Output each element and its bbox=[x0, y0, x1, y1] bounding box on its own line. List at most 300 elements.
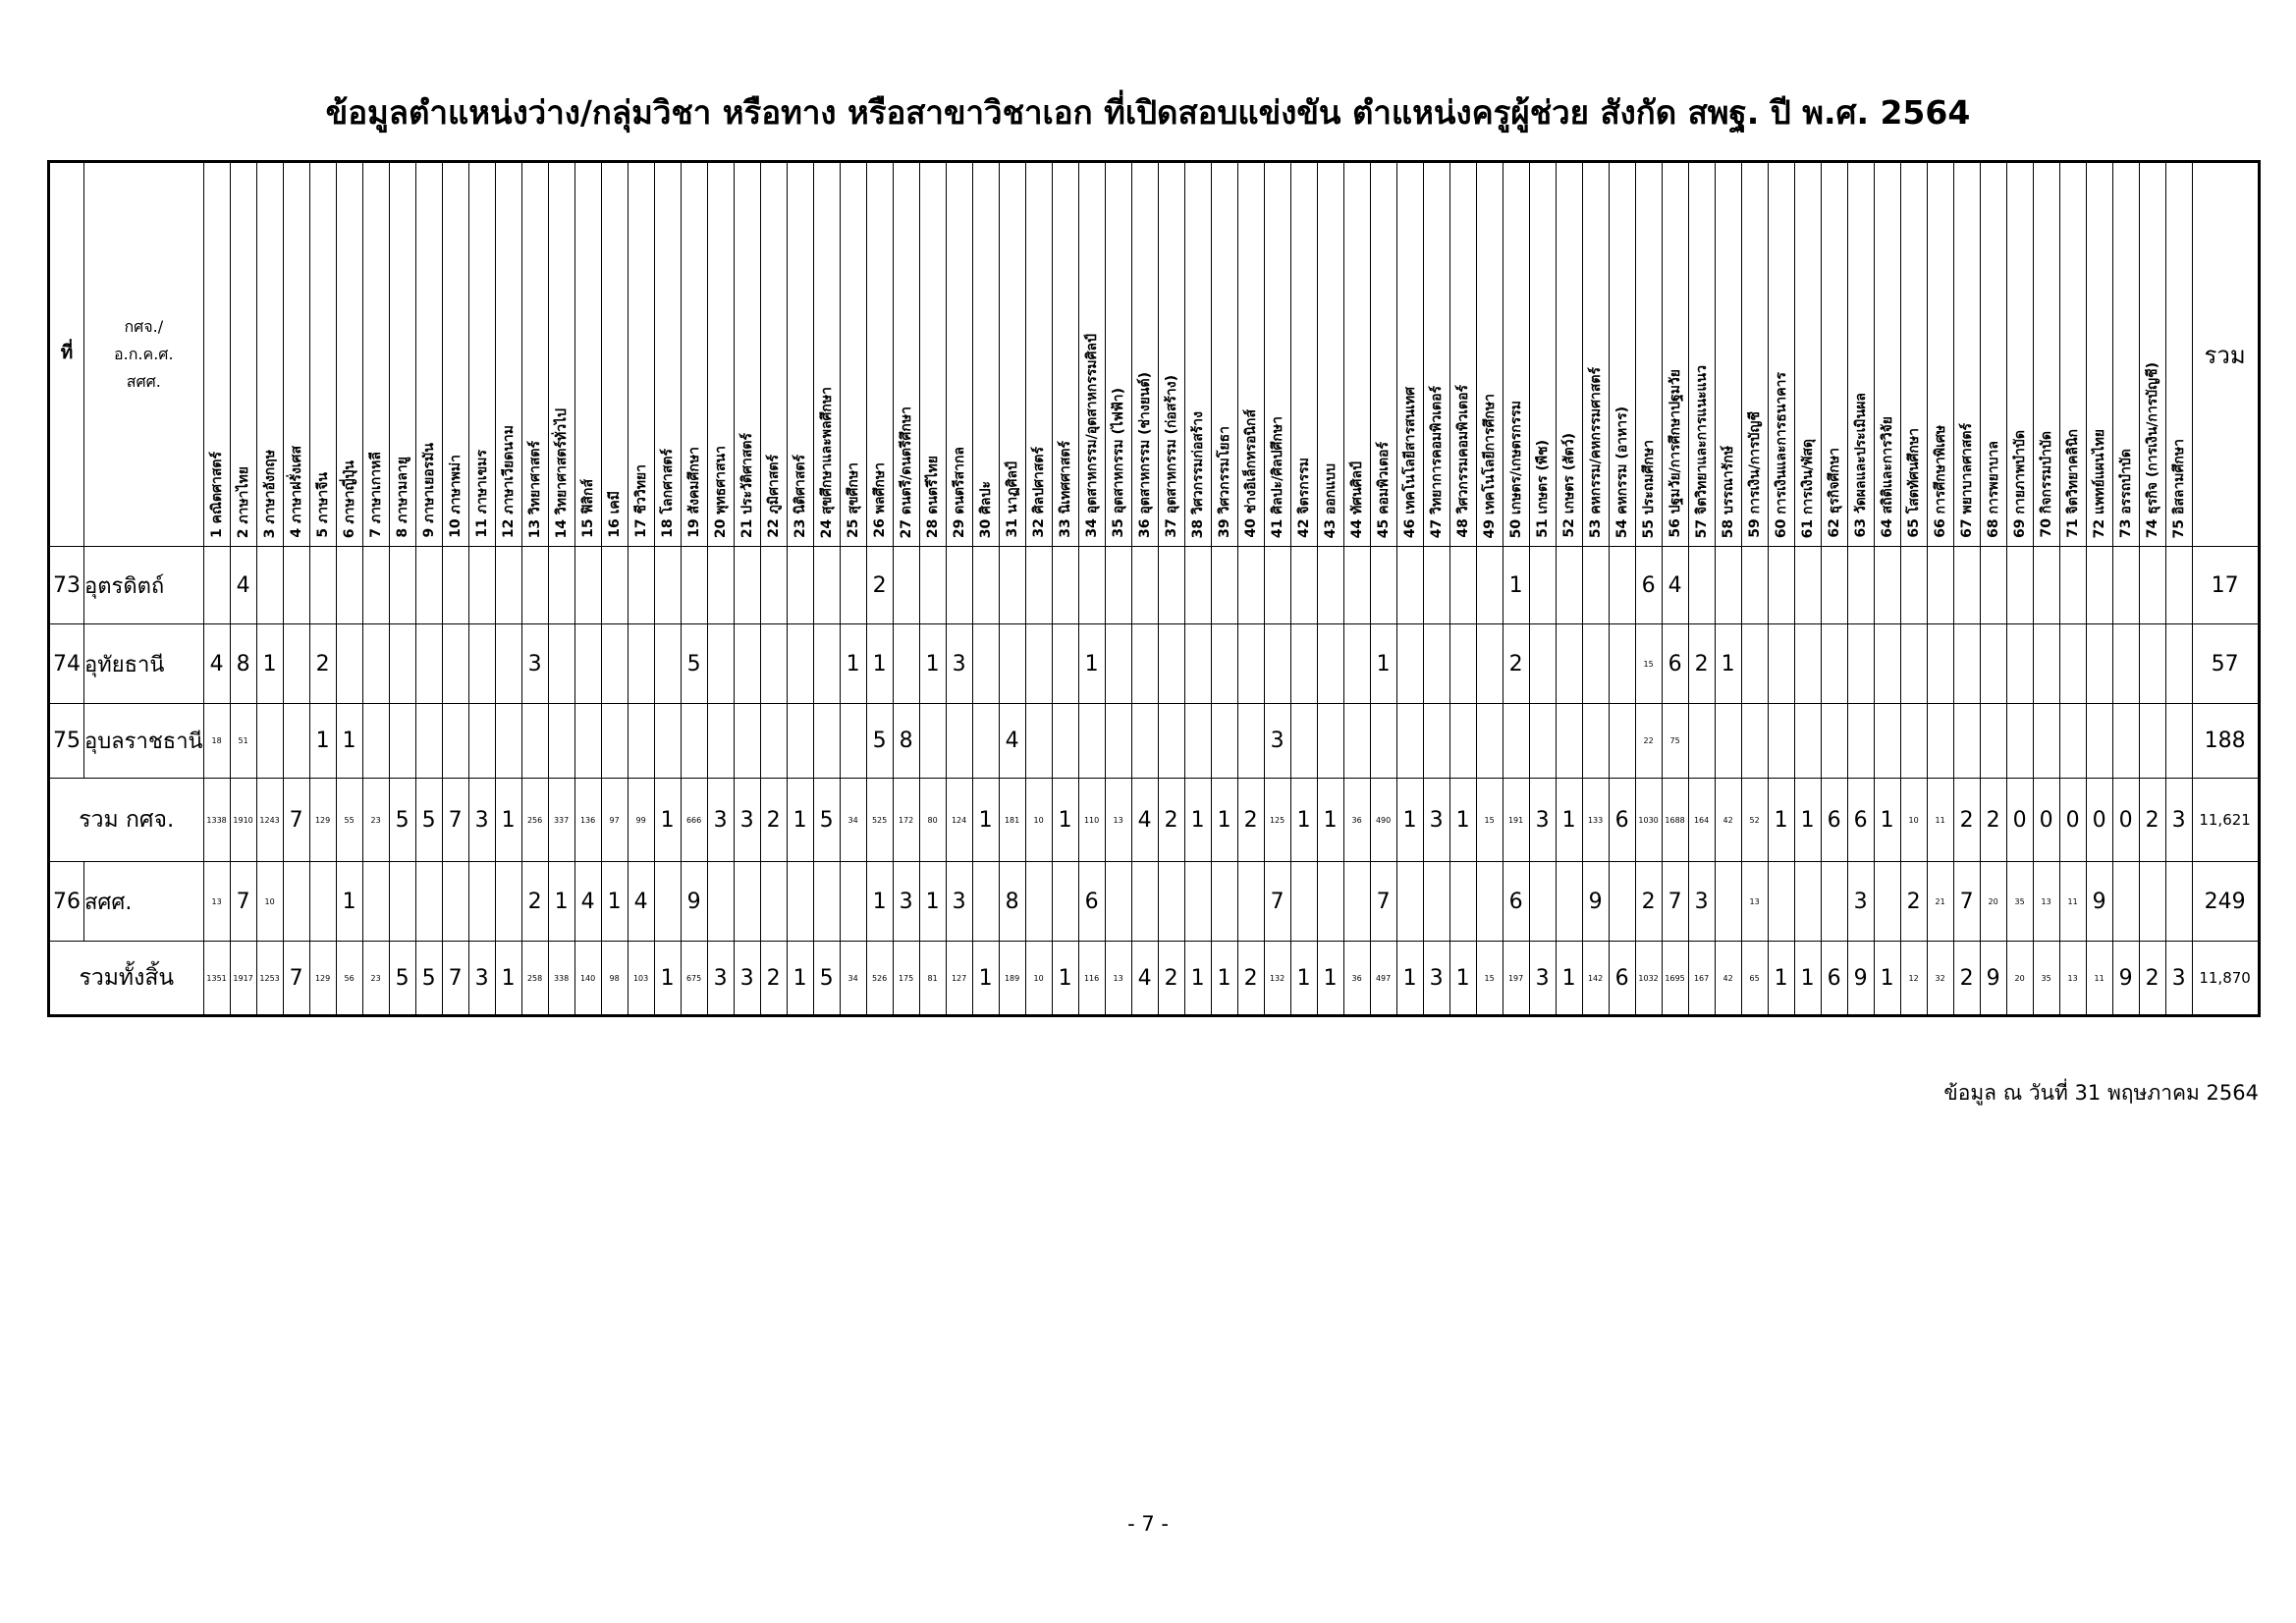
table-cell: 4 bbox=[1662, 547, 1688, 624]
table-cell bbox=[1317, 547, 1343, 624]
table-cell: 338 bbox=[548, 942, 574, 1016]
table-cell bbox=[2112, 862, 2139, 942]
header-subject-label: 39 วิศวกรรมโยธา bbox=[1216, 426, 1232, 538]
table-cell bbox=[1556, 862, 1582, 942]
table-cell bbox=[1317, 624, 1343, 704]
table-cell: 99 bbox=[628, 779, 654, 862]
table-cell: 3 bbox=[1847, 862, 1874, 942]
table-cell: 21 bbox=[1927, 862, 1953, 942]
table-cell bbox=[1105, 862, 1131, 942]
table-cell bbox=[1449, 547, 1476, 624]
table-cell bbox=[707, 704, 734, 779]
table-cell: 136 bbox=[574, 779, 601, 862]
table-cell: 1 bbox=[495, 942, 521, 1016]
table-cell bbox=[495, 704, 521, 779]
table-cell bbox=[1052, 547, 1078, 624]
header-subject-label: 40 ช่างอิเล็กทรอนิกส์ bbox=[1242, 409, 1259, 538]
table-cell bbox=[521, 704, 548, 779]
header-subject bbox=[1768, 162, 1794, 547]
table-cell bbox=[1370, 547, 1396, 624]
header-subject-label: 55 ประถมศึกษา bbox=[1640, 439, 1657, 538]
table-cell bbox=[734, 624, 760, 704]
table-cell bbox=[1237, 862, 1264, 942]
header-subject-label: 14 วิทยาศาสตร์ทั่วไป bbox=[553, 407, 570, 538]
table-cell bbox=[1874, 704, 1900, 779]
header-subject-label: 54 คหกรรม (อาหาร) bbox=[1613, 406, 1630, 538]
table-cell bbox=[1847, 704, 1874, 779]
table-cell bbox=[1184, 624, 1211, 704]
table-cell bbox=[1609, 624, 1635, 704]
table-cell bbox=[1476, 704, 1503, 779]
table-cell bbox=[601, 547, 628, 624]
table-cell: 20 bbox=[1980, 862, 2006, 942]
header-subject bbox=[1794, 162, 1821, 547]
table-cell: 4 bbox=[999, 704, 1025, 779]
table-cell: 4 bbox=[628, 862, 654, 942]
table-cell bbox=[707, 547, 734, 624]
table-cell bbox=[1953, 704, 1980, 779]
table-cell bbox=[1449, 862, 1476, 942]
table-cell: 0 bbox=[2086, 779, 2112, 862]
table-cell: 526 bbox=[866, 942, 893, 1016]
table-cell: 9 bbox=[1847, 942, 1874, 1016]
table-cell: 1 bbox=[548, 862, 574, 942]
table-cell bbox=[760, 547, 787, 624]
table-cell: 2 bbox=[760, 779, 787, 862]
table-cell bbox=[1105, 704, 1131, 779]
table-cell: 3 bbox=[1423, 942, 1449, 1016]
table-cell bbox=[707, 862, 734, 942]
table-cell bbox=[946, 704, 972, 779]
table-cell bbox=[495, 547, 521, 624]
row-number: 74 bbox=[49, 624, 84, 704]
table-cell: 110 bbox=[1078, 779, 1105, 862]
table-cell bbox=[521, 547, 548, 624]
table-cell bbox=[468, 862, 495, 942]
table-cell bbox=[2165, 704, 2192, 779]
row-total: 17 bbox=[2192, 547, 2259, 624]
header-subject-label: 9 ภาษาเยอรมัน bbox=[420, 443, 437, 538]
table-cell bbox=[946, 547, 972, 624]
header-subject-label: 34 อุตสาหกรรม/อุตสาหกรรมศิลป์ bbox=[1083, 334, 1100, 538]
header-subject bbox=[1741, 162, 1768, 547]
table-cell: 1 bbox=[1396, 942, 1423, 1016]
header-subject-label: 30 ศิลปะ bbox=[977, 480, 994, 538]
header-name-line3: สศศ. bbox=[126, 372, 161, 391]
table-body bbox=[49, 547, 2260, 1016]
header-subject-label: 16 เคมี bbox=[606, 491, 623, 538]
table-cell: 1 bbox=[1184, 779, 1211, 862]
header-subject-label: 26 พลศึกษา bbox=[871, 462, 888, 538]
table-cell bbox=[1980, 704, 2006, 779]
table-cell bbox=[1529, 624, 1556, 704]
table-cell bbox=[1131, 704, 1158, 779]
table-cell: 56 bbox=[336, 942, 362, 1016]
table-cell: 13 bbox=[1105, 779, 1131, 862]
table-cell: 23 bbox=[362, 942, 389, 1016]
header-subject bbox=[2139, 162, 2165, 547]
header-subject-label: 1 คณิตศาสตร์ bbox=[208, 452, 225, 538]
header-subject bbox=[1396, 162, 1423, 547]
table-cell bbox=[1529, 704, 1556, 779]
table-cell: 1 bbox=[1317, 779, 1343, 862]
header-subject-label: 66 การศึกษาพิเศษ bbox=[1932, 425, 1948, 538]
table-cell: 3 bbox=[2165, 779, 2192, 862]
table-cell: 7 bbox=[442, 942, 468, 1016]
row-label: รวมทั้งสิ้น bbox=[49, 942, 204, 1016]
row-total: 249 bbox=[2192, 862, 2259, 942]
header-row bbox=[49, 162, 2260, 547]
table-cell: 35 bbox=[2006, 862, 2033, 942]
table-cell bbox=[1715, 704, 1741, 779]
table-cell bbox=[628, 704, 654, 779]
header-subject bbox=[1529, 162, 1556, 547]
table-cell bbox=[1184, 862, 1211, 942]
table-cell: 4 bbox=[1131, 942, 1158, 1016]
table-cell: 15 bbox=[1635, 624, 1662, 704]
table-cell: 1253 bbox=[256, 942, 283, 1016]
table-cell: 2 bbox=[1953, 942, 1980, 1016]
table-cell bbox=[415, 862, 442, 942]
table-cell bbox=[2139, 704, 2165, 779]
table-cell: 129 bbox=[309, 779, 336, 862]
table-cell bbox=[654, 862, 681, 942]
table-cell: 497 bbox=[1370, 942, 1396, 1016]
table-cell bbox=[1847, 624, 1874, 704]
header-no bbox=[49, 162, 84, 547]
table-cell bbox=[495, 624, 521, 704]
table-cell bbox=[1052, 624, 1078, 704]
table-cell: 9 bbox=[2112, 942, 2139, 1016]
table-cell: 2 bbox=[1980, 779, 2006, 862]
header-subject bbox=[2112, 162, 2139, 547]
table-cell: 8 bbox=[893, 704, 919, 779]
table-cell bbox=[1821, 547, 1847, 624]
table-cell bbox=[468, 624, 495, 704]
header-subject-label: 32 ศิลปศาสตร์ bbox=[1030, 447, 1047, 538]
table-cell: 7 bbox=[1662, 862, 1688, 942]
table-cell bbox=[1423, 862, 1449, 942]
table-cell: 1 bbox=[972, 942, 999, 1016]
table-cell: 116 bbox=[1078, 942, 1105, 1016]
header-subject bbox=[654, 162, 681, 547]
table-cell bbox=[548, 704, 574, 779]
table-cell bbox=[893, 624, 919, 704]
table-cell bbox=[840, 547, 866, 624]
header-subject bbox=[813, 162, 840, 547]
table-cell: 1 bbox=[1768, 942, 1794, 1016]
header-subject-label: 37 อุตสาหกรรม (ก่อสร้าง) bbox=[1163, 375, 1179, 538]
table-cell: 4 bbox=[574, 862, 601, 942]
table-cell bbox=[1423, 624, 1449, 704]
table-cell bbox=[389, 624, 415, 704]
table-cell bbox=[442, 704, 468, 779]
table-cell: 3 bbox=[707, 942, 734, 1016]
table-cell bbox=[1900, 547, 1927, 624]
table-cell: 13 bbox=[203, 862, 230, 942]
table-cell: 22 bbox=[1635, 704, 1662, 779]
table-cell: 337 bbox=[548, 779, 574, 862]
table-cell: 7 bbox=[1370, 862, 1396, 942]
table-cell: 1 bbox=[336, 704, 362, 779]
table-cell bbox=[1290, 704, 1317, 779]
table-cell bbox=[760, 624, 787, 704]
header-subject-label: 71 จิตวิทยาคลินิก bbox=[2064, 429, 2081, 538]
header-subject bbox=[1582, 162, 1609, 547]
table-cell: 1 bbox=[1370, 624, 1396, 704]
table-cell: 6 bbox=[1821, 942, 1847, 1016]
table-cell bbox=[813, 704, 840, 779]
header-subject bbox=[919, 162, 946, 547]
table-cell bbox=[1768, 862, 1794, 942]
table-cell bbox=[919, 547, 946, 624]
data-as-of-date: ข้อมูล ณ วันที่ 31 พฤษภาคม 2564 bbox=[1943, 1081, 2259, 1105]
table-cell bbox=[1927, 547, 1953, 624]
table-cell: 1695 bbox=[1662, 942, 1688, 1016]
table-cell: 18 bbox=[203, 704, 230, 779]
table-cell bbox=[1105, 624, 1131, 704]
table-cell: 23 bbox=[362, 779, 389, 862]
table-cell bbox=[1741, 704, 1768, 779]
table-cell: 32 bbox=[1927, 942, 1953, 1016]
table-cell: 5 bbox=[866, 704, 893, 779]
table-cell bbox=[1158, 862, 1184, 942]
header-subject-label: 70 กิจกรรมบำบัด bbox=[2038, 431, 2054, 538]
table-cell: 1 bbox=[336, 862, 362, 942]
header-subject-label: 58 บรรณารักษ์ bbox=[1720, 445, 1736, 538]
table-cell: 6 bbox=[1847, 779, 1874, 862]
table-cell: 2 bbox=[1635, 862, 1662, 942]
table-cell: 7 bbox=[442, 779, 468, 862]
table-cell: 7 bbox=[1953, 862, 1980, 942]
table-cell bbox=[1794, 624, 1821, 704]
table-cell bbox=[2033, 624, 2059, 704]
table-cell bbox=[1423, 704, 1449, 779]
table-cell: 80 bbox=[919, 779, 946, 862]
table-cell bbox=[681, 547, 707, 624]
header-subject bbox=[1423, 162, 1449, 547]
table-cell bbox=[2086, 704, 2112, 779]
header-subject bbox=[1158, 162, 1184, 547]
table-cell bbox=[362, 704, 389, 779]
table-cell bbox=[813, 862, 840, 942]
table-cell bbox=[415, 624, 442, 704]
table-cell bbox=[1953, 624, 1980, 704]
header-subject bbox=[2033, 162, 2059, 547]
header-subject-label: 57 จิตวิทยาและการแนะแนว bbox=[1693, 364, 1710, 538]
table-cell bbox=[1900, 624, 1927, 704]
table-cell bbox=[1131, 862, 1158, 942]
table-cell: 3 bbox=[893, 862, 919, 942]
table-cell: 51 bbox=[230, 704, 256, 779]
table-cell bbox=[2139, 547, 2165, 624]
table-cell: 10 bbox=[1900, 779, 1927, 862]
table-cell: 1 bbox=[1184, 942, 1211, 1016]
table-cell bbox=[574, 704, 601, 779]
header-subject bbox=[1370, 162, 1396, 547]
table-cell: 3 bbox=[521, 624, 548, 704]
table-cell bbox=[336, 624, 362, 704]
table-cell: 1 bbox=[1078, 624, 1105, 704]
table-cell: 4 bbox=[203, 624, 230, 704]
table-cell bbox=[1343, 624, 1370, 704]
table-cell: 9 bbox=[681, 862, 707, 942]
table-cell bbox=[1396, 862, 1423, 942]
table-cell: 2 bbox=[521, 862, 548, 942]
table-cell bbox=[1290, 547, 1317, 624]
table-cell bbox=[601, 624, 628, 704]
row-label: รวม กศจ. bbox=[49, 779, 204, 862]
header-subject bbox=[336, 162, 362, 547]
header-subject bbox=[1105, 162, 1131, 547]
table-cell: 140 bbox=[574, 942, 601, 1016]
table-cell: 132 bbox=[1264, 942, 1290, 1016]
table-cell bbox=[1396, 547, 1423, 624]
table-cell bbox=[1874, 862, 1900, 942]
header-subject-label: 72 แพทย์แผนไทย bbox=[2091, 428, 2107, 538]
header-subject bbox=[1953, 162, 1980, 547]
header-subject bbox=[1847, 162, 1874, 547]
table-cell bbox=[1025, 704, 1052, 779]
table-cell bbox=[1396, 624, 1423, 704]
header-subject-label: 75 อิสลามศึกษา bbox=[2170, 438, 2187, 538]
table-cell: 2 bbox=[2139, 942, 2165, 1016]
table-cell: 10 bbox=[256, 862, 283, 942]
table-cell bbox=[1211, 704, 1237, 779]
table-cell: 490 bbox=[1370, 779, 1396, 862]
table-cell: 36 bbox=[1343, 779, 1370, 862]
header-subject-label: 7 ภาษาเกาหลี bbox=[367, 452, 384, 538]
table-cell: 15 bbox=[1476, 942, 1503, 1016]
table-cell: 189 bbox=[999, 942, 1025, 1016]
table-cell bbox=[893, 547, 919, 624]
table-cell bbox=[1768, 547, 1794, 624]
header-subject bbox=[1078, 162, 1105, 547]
table-cell: 3 bbox=[1264, 704, 1290, 779]
table-cell: 15 bbox=[1476, 779, 1503, 862]
table-cell: 35 bbox=[2033, 942, 2059, 1016]
table-cell: 1 bbox=[1503, 547, 1529, 624]
table-cell bbox=[1980, 624, 2006, 704]
table-cell: 3 bbox=[468, 779, 495, 862]
table-cell bbox=[574, 547, 601, 624]
table-cell: 1 bbox=[654, 942, 681, 1016]
table-cell bbox=[1794, 704, 1821, 779]
table-cell bbox=[1449, 704, 1476, 779]
header-subject-label: 36 อุตสาหกรรม (ช่างยนต์) bbox=[1136, 372, 1153, 538]
table-cell bbox=[2006, 624, 2033, 704]
table-cell bbox=[1768, 624, 1794, 704]
header-subject-label: 43 ออกแบบ bbox=[1322, 462, 1339, 538]
table-cell: 2 bbox=[1237, 779, 1264, 862]
table-cell bbox=[972, 704, 999, 779]
header-subject bbox=[283, 162, 309, 547]
table-cell: 1 bbox=[1794, 942, 1821, 1016]
table-cell: 2 bbox=[1237, 942, 1264, 1016]
table-cell: 97 bbox=[601, 779, 628, 862]
table-cell bbox=[840, 704, 866, 779]
table-cell: 1 bbox=[1317, 942, 1343, 1016]
header-subject bbox=[999, 162, 1025, 547]
table-cell: 3 bbox=[2165, 942, 2192, 1016]
table-cell bbox=[1264, 547, 1290, 624]
table-cell bbox=[1582, 704, 1609, 779]
header-subject bbox=[495, 162, 521, 547]
table-cell: 42 bbox=[1715, 942, 1741, 1016]
table-cell: 7 bbox=[283, 942, 309, 1016]
header-subject bbox=[389, 162, 415, 547]
header-subject bbox=[946, 162, 972, 547]
header-total-label: รวม bbox=[2204, 341, 2246, 369]
table-cell bbox=[1476, 624, 1503, 704]
header-subject-label: 28 ดนตรีไทย bbox=[924, 455, 941, 538]
header-subject bbox=[734, 162, 760, 547]
table-cell: 9 bbox=[1582, 862, 1609, 942]
table-cell: 10 bbox=[1025, 942, 1052, 1016]
header-subject-label: 20 พุทธศาสนา bbox=[712, 445, 729, 538]
header-subject bbox=[415, 162, 442, 547]
table-cell: 1 bbox=[787, 942, 813, 1016]
header-subject bbox=[468, 162, 495, 547]
table-cell: 1 bbox=[1211, 942, 1237, 1016]
table-cell bbox=[362, 624, 389, 704]
header-subject-label: 47 วิทยาการคอมพิวเตอร์ bbox=[1428, 385, 1445, 538]
table-cell bbox=[2086, 547, 2112, 624]
table-cell: 42 bbox=[1715, 779, 1741, 862]
header-subject bbox=[230, 162, 256, 547]
header-subject bbox=[1980, 162, 2006, 547]
header-subject-label: 8 ภาษามลายู bbox=[394, 457, 410, 538]
table-cell bbox=[1158, 624, 1184, 704]
header-name-line2: อ.ก.ค.ศ. bbox=[114, 345, 174, 363]
header-subject bbox=[548, 162, 574, 547]
table-cell: 5 bbox=[813, 779, 840, 862]
table-cell bbox=[1715, 547, 1741, 624]
table-cell bbox=[1953, 547, 1980, 624]
table-cell bbox=[1052, 862, 1078, 942]
header-subject-label: 19 สังคมศึกษา bbox=[685, 447, 702, 538]
table-cell bbox=[1688, 547, 1715, 624]
table-cell bbox=[1794, 862, 1821, 942]
table-cell: 1910 bbox=[230, 779, 256, 862]
table-cell bbox=[1317, 704, 1343, 779]
header-subject-label: 67 พยาบาลศาสตร์ bbox=[1958, 423, 1975, 538]
header-subject-label: 68 การพยาบาล bbox=[1985, 441, 2001, 538]
table-cell bbox=[840, 862, 866, 942]
header-subject bbox=[628, 162, 654, 547]
table-cell bbox=[628, 547, 654, 624]
header-subject bbox=[1900, 162, 1927, 547]
table-cell: 142 bbox=[1582, 942, 1609, 1016]
header-subject-label: 73 อรรถบำบัด bbox=[2117, 448, 2134, 538]
header-subject-label: 46 เทคโนโลยีสารสนเทศ bbox=[1401, 386, 1418, 538]
table-cell: 1 bbox=[1715, 624, 1741, 704]
header-subject bbox=[1927, 162, 1953, 547]
table-cell: 3 bbox=[468, 942, 495, 1016]
table-cell: 124 bbox=[946, 779, 972, 862]
header-subject bbox=[1503, 162, 1529, 547]
header-subject-label: 53 คหกรรม/คหกรรมศาสตร์ bbox=[1587, 366, 1604, 538]
table-cell bbox=[972, 624, 999, 704]
header-subject-label: 33 นิเทศศาสตร์ bbox=[1057, 441, 1073, 538]
table-cell bbox=[972, 547, 999, 624]
table-cell bbox=[468, 704, 495, 779]
table-cell bbox=[1343, 704, 1370, 779]
header-subject-label: 38 วิศวกรรมก่อสร้าง bbox=[1189, 410, 1206, 538]
table-cell bbox=[1715, 862, 1741, 942]
table-cell bbox=[1847, 547, 1874, 624]
header-subject bbox=[574, 162, 601, 547]
